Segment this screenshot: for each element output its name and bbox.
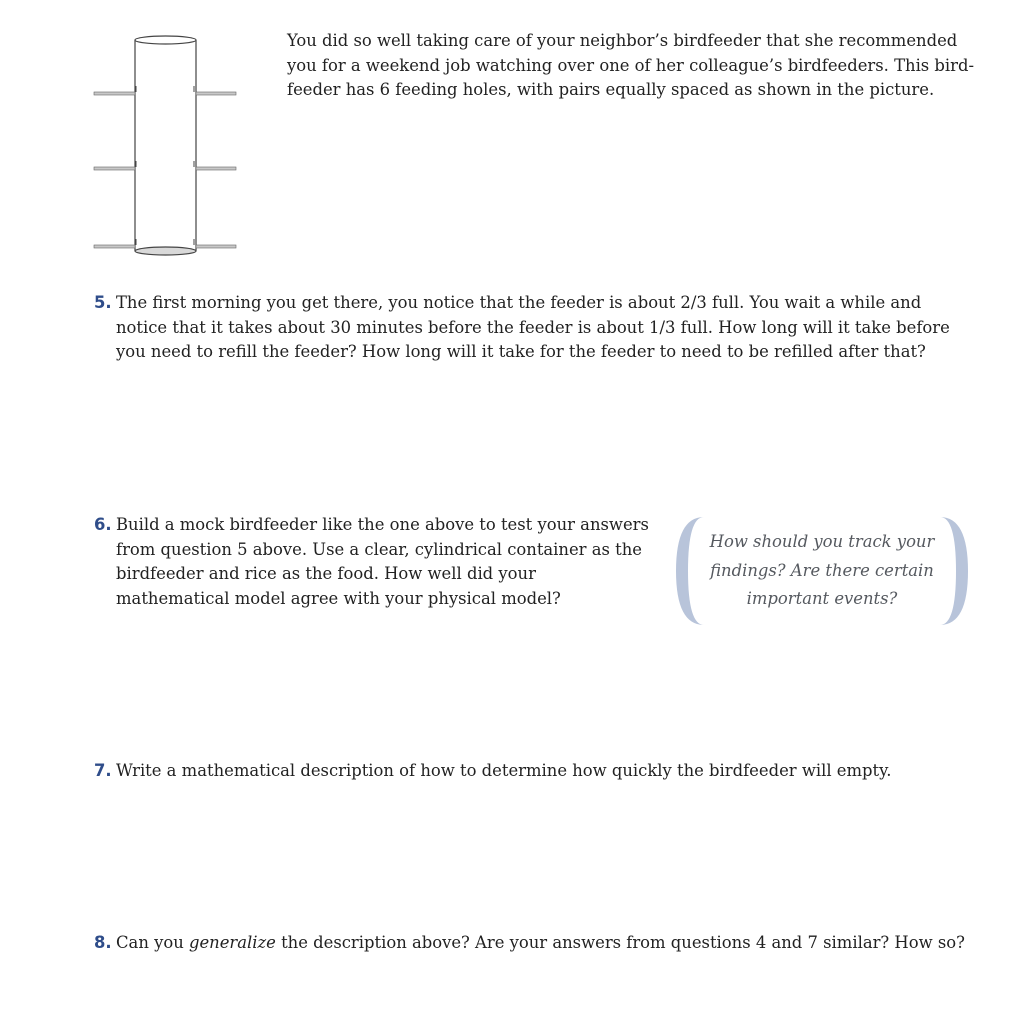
emphasized-word: generalize	[188, 933, 276, 952]
cylinder-top	[135, 36, 196, 44]
question-text: Write a mathematical description of how to determine how quickly the birdfeeder will empty.	[116, 761, 892, 780]
perch-left-bottom	[94, 245, 135, 248]
birdfeeder-illustration	[90, 30, 240, 260]
question-number: 8.	[94, 933, 112, 952]
question-text	[116, 931, 974, 956]
intro-paragraph: You did so well taking care of your neighbor’s birdfeeder that she recommended you for a weekend job watching over one of her colleague’s birdfeeders. This bird-feeder has 6 feeding holes, with pairs equally spaced as shown in the picture.	[287, 31, 975, 99]
birdfeeder-drawing	[90, 30, 240, 260]
question-7	[94, 759, 974, 784]
question-text: The first morning you get there, you notice that the feeder is about 2/3 full. You wait a while and notice that it takes about 30 minutes before the feeder is about 1/3 full. How long will it take before you need to refill the feeder? How long will it take for the feeder to need to be refilled after that?	[116, 293, 950, 361]
perch-left-middle	[94, 167, 135, 170]
question-number: 5.	[94, 293, 112, 312]
question-text: Build a mock birdfeeder like the one above to test your answers from question 5 above. Use a clear, cylindrical container as the birdfeeder and rice as the food. How well did your mathematical model agree with your physical model?	[116, 515, 649, 608]
question-text-end: the description above? Are your answers from questions 4 and 7 similar? How so?	[275, 933, 965, 952]
perch-left-top	[94, 92, 135, 95]
question-number: 7.	[94, 761, 112, 780]
hint-callout	[676, 514, 968, 628]
question-text-start: Can you	[116, 933, 189, 952]
perch-right-middle	[196, 167, 236, 170]
hint-text: How should you track your findings? Are there certain important events?	[709, 532, 935, 608]
perch-right-bottom	[196, 245, 236, 248]
question-6	[94, 513, 654, 611]
question-8	[94, 931, 974, 956]
perch-right-top	[196, 92, 236, 95]
question-number: 6.	[94, 515, 112, 534]
question-5	[94, 291, 974, 365]
cylinder-bottom	[135, 247, 196, 255]
